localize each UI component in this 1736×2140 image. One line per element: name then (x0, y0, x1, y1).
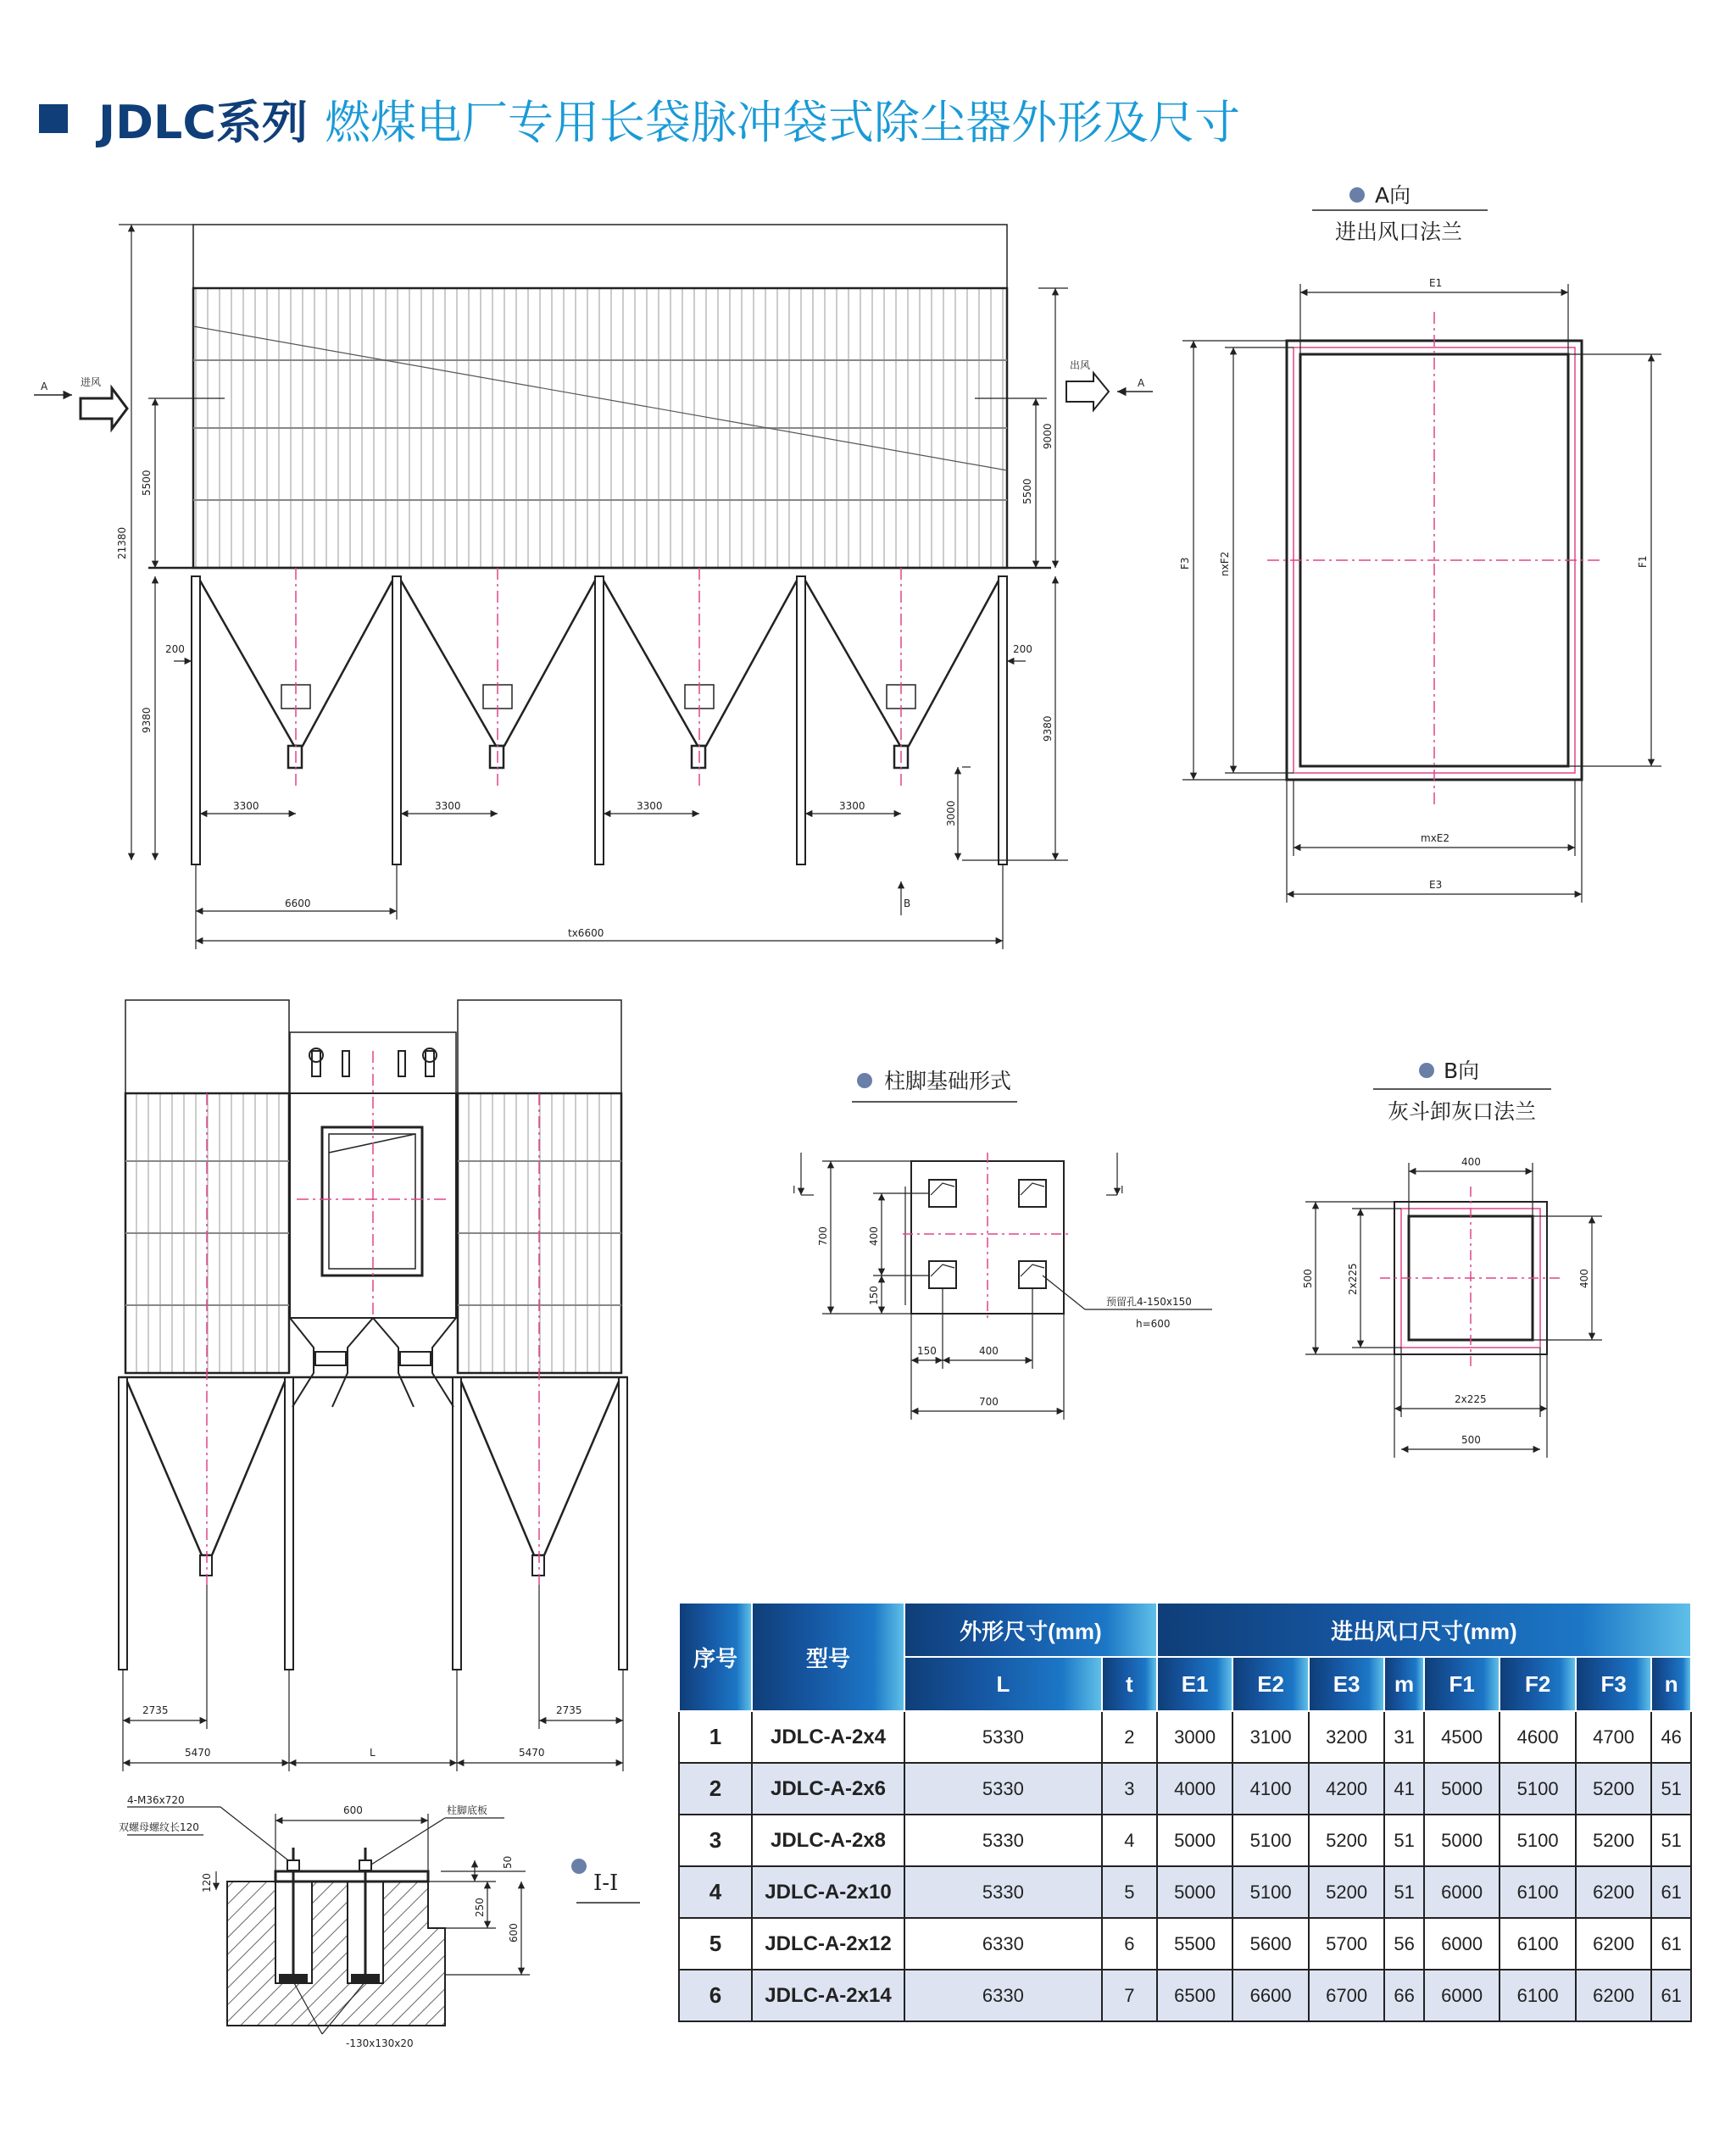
dim-400-v: 400 (868, 1226, 880, 1246)
view-b-dim-500-h: 500 (1461, 1434, 1481, 1446)
washer-spec: -130x130x20 (346, 2037, 414, 2049)
foundation-plan (793, 1069, 1212, 1420)
base-plate-label: 柱脚底板 (447, 1804, 488, 1816)
cell-l: 6330 (904, 1970, 1102, 2021)
dir-a-label-right: A (1138, 377, 1145, 389)
cell-f2: 6100 (1500, 1918, 1576, 1970)
dim-3300-4: 3300 (839, 800, 865, 812)
cell-model: JDLC-A-2x12 (752, 1918, 904, 1970)
cell-f2: 5100 (1500, 1763, 1576, 1815)
foundation-heading: 柱脚基础形式 (884, 1069, 1012, 1093)
cell-model: JDLC-A-2x10 (752, 1866, 904, 1918)
th-col-f1: F1 (1424, 1657, 1500, 1711)
cell-f3: 6200 (1576, 1918, 1652, 1970)
dim-5500-right: 5500 (1021, 478, 1033, 504)
cell-f1: 5000 (1424, 1815, 1500, 1866)
cell-m: 66 (1384, 1970, 1424, 2021)
cell-m: 41 (1384, 1763, 1424, 1815)
view-b-subheading: 灰斗卸灰口法兰 (1388, 1099, 1537, 1124)
cell-n: 61 (1651, 1918, 1691, 1970)
dim-700-v: 700 (817, 1226, 829, 1246)
title-main: 燃煤电厂专用长袋脉冲袋式除尘器外形及尺寸 (324, 95, 1240, 149)
front-centerlines (296, 568, 901, 788)
cell-e1: 3000 (1157, 1711, 1233, 1763)
cell-e2: 5100 (1232, 1815, 1309, 1866)
dim-6600: 6600 (285, 898, 311, 909)
label-e1: E1 (1429, 277, 1443, 289)
label-f3: F3 (1179, 557, 1191, 570)
cell-e2: 5100 (1232, 1866, 1309, 1918)
dim-200-left: 200 (165, 643, 185, 655)
cell-e2: 5600 (1232, 1918, 1309, 1970)
cell-f1: 5000 (1424, 1763, 1500, 1815)
th-outer: 外形尺寸(mm) (904, 1603, 1157, 1657)
nut-note: 双螺母螺纹长120 (119, 1821, 199, 1833)
dim-total: tx6600 (568, 927, 604, 939)
dim-5470-left: 5470 (185, 1747, 211, 1759)
outlet-arrow-icon (1066, 373, 1109, 410)
foundation-bullet-icon (857, 1073, 872, 1088)
title-series: JDLC系列 (98, 95, 308, 149)
th-col-e3: E3 (1309, 1657, 1385, 1711)
table-row (679, 1866, 1691, 1918)
dim-3300-1: 3300 (233, 800, 259, 812)
inlet-label: 进风 (81, 376, 102, 388)
cell-e3: 5200 (1309, 1866, 1385, 1918)
dim-l: L (370, 1747, 376, 1759)
label-nxf2: nxF2 (1219, 551, 1231, 576)
th-inlet: 进出风口尺寸(mm) (1157, 1603, 1691, 1657)
th-col-e2: E2 (1232, 1657, 1309, 1711)
table-row (679, 1763, 1691, 1815)
dir-b-label: B (904, 898, 911, 909)
cell-t: 2 (1102, 1711, 1157, 1763)
sec-dim-250: 250 (474, 1898, 486, 1917)
section-i-i (119, 1794, 640, 2049)
table-row (679, 1815, 1691, 1866)
cell-model: JDLC-A-2x6 (752, 1763, 904, 1815)
cell-n: 61 (1651, 1866, 1691, 1918)
cell-n: 51 (1651, 1763, 1691, 1815)
dim-200-right: 200 (1013, 643, 1032, 655)
base-plate (275, 1871, 428, 1882)
dim-9380-left: 9380 (141, 707, 153, 733)
dim-21380: 21380 (116, 526, 128, 559)
cell-m: 31 (1384, 1711, 1424, 1763)
cell-f3: 5200 (1576, 1763, 1652, 1815)
dir-a-label-left: A (41, 381, 48, 392)
label-mxe2: mxE2 (1421, 832, 1450, 844)
cell-idx: 4 (679, 1866, 752, 1918)
cell-model: JDLC-A-2x4 (752, 1711, 904, 1763)
cell-e3: 4200 (1309, 1763, 1385, 1815)
th-idx: 序号 (679, 1603, 752, 1711)
dim-9380-right: 9380 (1042, 715, 1054, 742)
section-mark-left: I (793, 1184, 796, 1196)
view-b-dim-2x225-v: 2x225 (1347, 1263, 1359, 1295)
dim-150-h: 150 (917, 1345, 937, 1357)
dim-2735-left: 2735 (142, 1704, 169, 1716)
table-row (679, 1711, 1691, 1763)
cell-m: 56 (1384, 1918, 1424, 1970)
section-label: I-I (593, 1870, 619, 1896)
dim-3000: 3000 (945, 800, 957, 826)
view-a-bullet-icon (1349, 187, 1365, 203)
section-bullet-icon (571, 1859, 587, 1874)
dim-700-h: 700 (979, 1396, 999, 1408)
sec-dim-120: 120 (201, 1873, 213, 1893)
cell-idx: 5 (679, 1918, 752, 1970)
front-view (34, 225, 1153, 949)
cell-idx: 2 (679, 1763, 752, 1815)
cell-f3: 5200 (1576, 1815, 1652, 1866)
cell-l: 5330 (904, 1815, 1102, 1866)
cell-f1: 6000 (1424, 1970, 1500, 2021)
cell-t: 3 (1102, 1763, 1157, 1815)
dim-3300-3: 3300 (637, 800, 663, 812)
cell-idx: 3 (679, 1815, 752, 1866)
dim-3300-2: 3300 (435, 800, 461, 812)
th-col-e1: E1 (1157, 1657, 1233, 1711)
cell-m: 51 (1384, 1866, 1424, 1918)
view-a-subheading: 进出风口法兰 (1335, 220, 1463, 244)
cell-t: 7 (1102, 1970, 1157, 2021)
cell-f3: 6200 (1576, 1970, 1652, 2021)
view-b (1302, 1059, 1602, 1458)
th-col-t: t (1102, 1657, 1157, 1711)
table-row (679, 1970, 1691, 2021)
hole-note: 预留孔4-150x150 (1106, 1296, 1192, 1308)
inlet-arrow-icon (81, 388, 127, 429)
sec-dim-50: 50 (502, 1855, 514, 1869)
th-col-l: L (904, 1657, 1102, 1711)
spec-table (678, 1602, 1692, 2022)
cell-e1: 4000 (1157, 1763, 1233, 1815)
cell-f1: 6000 (1424, 1918, 1500, 1970)
cell-l: 6330 (904, 1918, 1102, 1970)
cell-e2: 3100 (1232, 1711, 1309, 1763)
cell-f2: 4600 (1500, 1711, 1576, 1763)
view-a-heading: A向 (1375, 183, 1411, 208)
cell-e3: 5200 (1309, 1815, 1385, 1866)
cell-e1: 5000 (1157, 1815, 1233, 1866)
cell-e2: 4100 (1232, 1763, 1309, 1815)
cell-idx: 6 (679, 1970, 752, 2021)
cell-model: JDLC-A-2x14 (752, 1970, 904, 2021)
view-b-dim-500-v: 500 (1302, 1269, 1314, 1288)
cell-f3: 4700 (1576, 1711, 1652, 1763)
cell-e3: 3200 (1309, 1711, 1385, 1763)
view-b-bullet-icon (1419, 1063, 1434, 1078)
cell-model: JDLC-A-2x8 (752, 1815, 904, 1866)
th-model: 型号 (752, 1603, 904, 1711)
outlet-label: 出风 (1070, 359, 1091, 371)
cell-f2: 6100 (1500, 1866, 1576, 1918)
view-a (1179, 183, 1661, 903)
view-b-heading: B向 (1444, 1059, 1480, 1083)
cell-e1: 6500 (1157, 1970, 1233, 2021)
cell-n: 46 (1651, 1711, 1691, 1763)
cell-e2: 6600 (1232, 1970, 1309, 2021)
cell-e1: 5000 (1157, 1866, 1233, 1918)
cell-e3: 6700 (1309, 1970, 1385, 2021)
cell-f3: 6200 (1576, 1866, 1652, 1918)
cell-f2: 5100 (1500, 1815, 1576, 1866)
cell-f1: 6000 (1424, 1866, 1500, 1918)
side-view-labels (142, 1704, 582, 1759)
hole-depth: h=600 (1136, 1318, 1171, 1330)
front-hoppers (200, 581, 999, 768)
cell-f2: 6100 (1500, 1970, 1576, 2021)
dim-9000: 9000 (1042, 423, 1054, 449)
cell-m: 51 (1384, 1815, 1424, 1866)
view-b-dim-2x225-h: 2x225 (1455, 1393, 1487, 1405)
sec-dim-600-h: 600 (343, 1804, 363, 1816)
cell-l: 5330 (904, 1866, 1102, 1918)
view-b-dim-400-v: 400 (1578, 1269, 1590, 1288)
cell-t: 6 (1102, 1918, 1157, 1970)
cell-n: 51 (1651, 1815, 1691, 1866)
cell-t: 4 (1102, 1815, 1157, 1866)
cell-f1: 4500 (1424, 1711, 1500, 1763)
view-b-dim-400-top: 400 (1461, 1156, 1481, 1168)
dim-150-v: 150 (868, 1286, 880, 1305)
dim-2735-right: 2735 (556, 1704, 582, 1716)
concrete-foundation (227, 1882, 445, 2026)
table-row (679, 1918, 1691, 1970)
bolt-spec: 4-M36x720 (127, 1794, 185, 1806)
dim-5470-right: 5470 (519, 1747, 545, 1759)
th-col-m: m (1384, 1657, 1424, 1711)
dim-5500-left: 5500 (141, 470, 153, 496)
cell-l: 5330 (904, 1711, 1102, 1763)
spec-table-body (679, 1711, 1691, 2021)
cell-n: 61 (1651, 1970, 1691, 2021)
th-col-f3: F3 (1576, 1657, 1652, 1711)
label-f1: F1 (1637, 555, 1649, 568)
th-col-n: n (1651, 1657, 1691, 1711)
cell-idx: 1 (679, 1711, 752, 1763)
cell-e3: 5700 (1309, 1918, 1385, 1970)
inspection-window (322, 1127, 422, 1276)
cell-l: 5330 (904, 1763, 1102, 1815)
sec-dim-600-v: 600 (508, 1923, 520, 1943)
section-mark-right: I (1121, 1184, 1124, 1196)
label-e3: E3 (1429, 879, 1443, 891)
th-col-f2: F2 (1500, 1657, 1576, 1711)
cell-t: 5 (1102, 1866, 1157, 1918)
dim-400-h: 400 (979, 1345, 999, 1357)
cell-e1: 5500 (1157, 1918, 1233, 1970)
side-view (119, 1000, 627, 1771)
